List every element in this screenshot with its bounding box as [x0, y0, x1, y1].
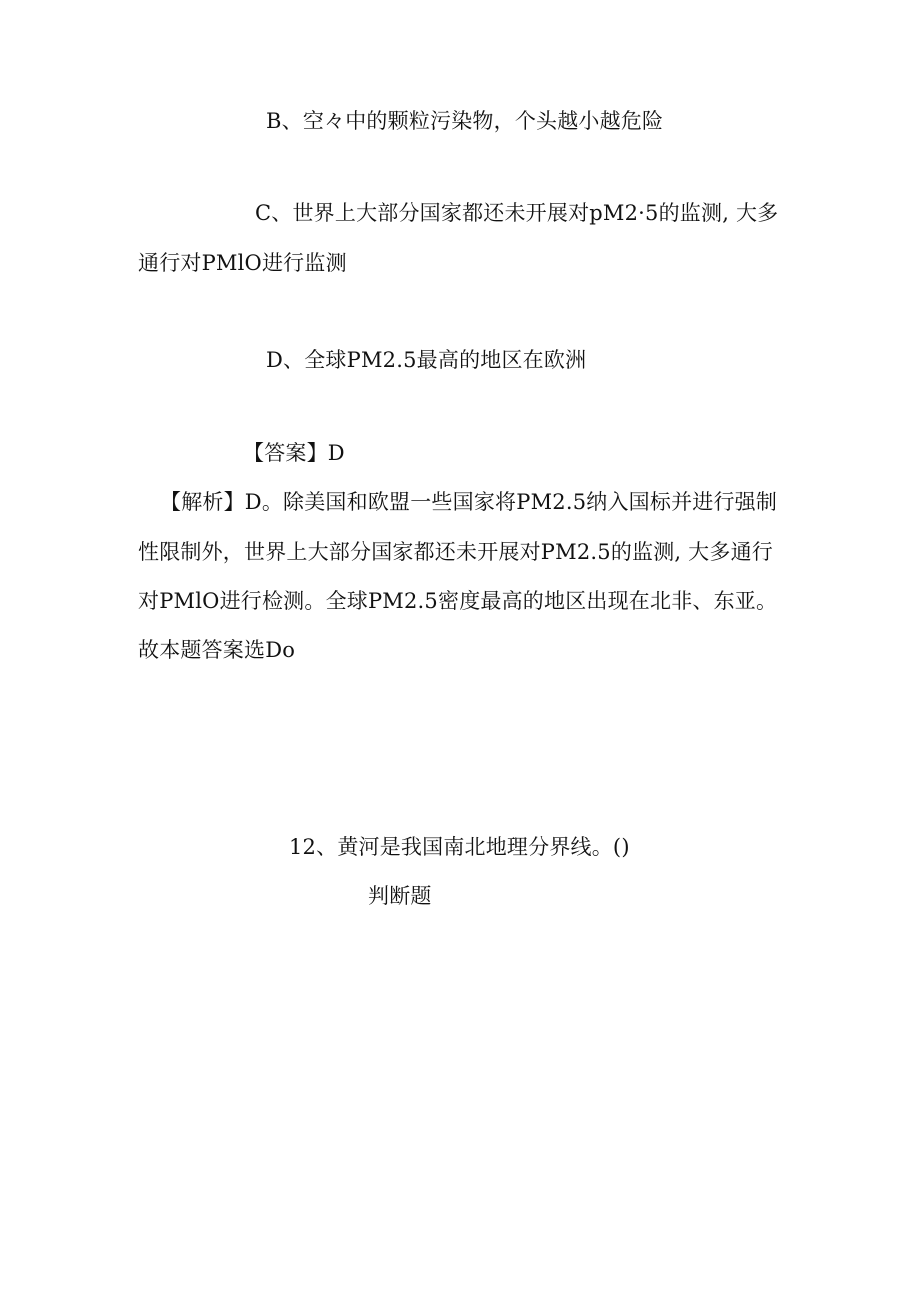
option-c-line-1: C、世界上大部分国家都还未开展对pM2·5的监测, 大多: [255, 201, 779, 225]
question-type: 判断题: [368, 884, 432, 908]
analysis-line-2: 性限制外，世界上大部分国家都还未开展对PM2.5的监测, 大多通行: [138, 540, 773, 564]
option-b: B、空々中的颗粒污染物，个头越小越危险: [266, 109, 664, 133]
analysis-line-4: 故本题答案选Do: [138, 638, 296, 662]
option-c-line-2: 通行对PMlO进行监测: [138, 251, 347, 275]
analysis-line-1: 【解析】D。除美国和欧盟一些国家将PM2.5纳入国标并进行强制: [160, 490, 778, 514]
analysis-line-3: 对PMlO进行检测。全球PM2.5密度最高的地区出现在北非、东亚。: [138, 589, 778, 613]
answer-line: 【答案】D: [243, 441, 345, 465]
option-d: D、全球PM2.5最高的地区在欧洲: [266, 348, 587, 372]
question-12: 12、黄河是我国南北地理分界线。(): [289, 835, 630, 859]
